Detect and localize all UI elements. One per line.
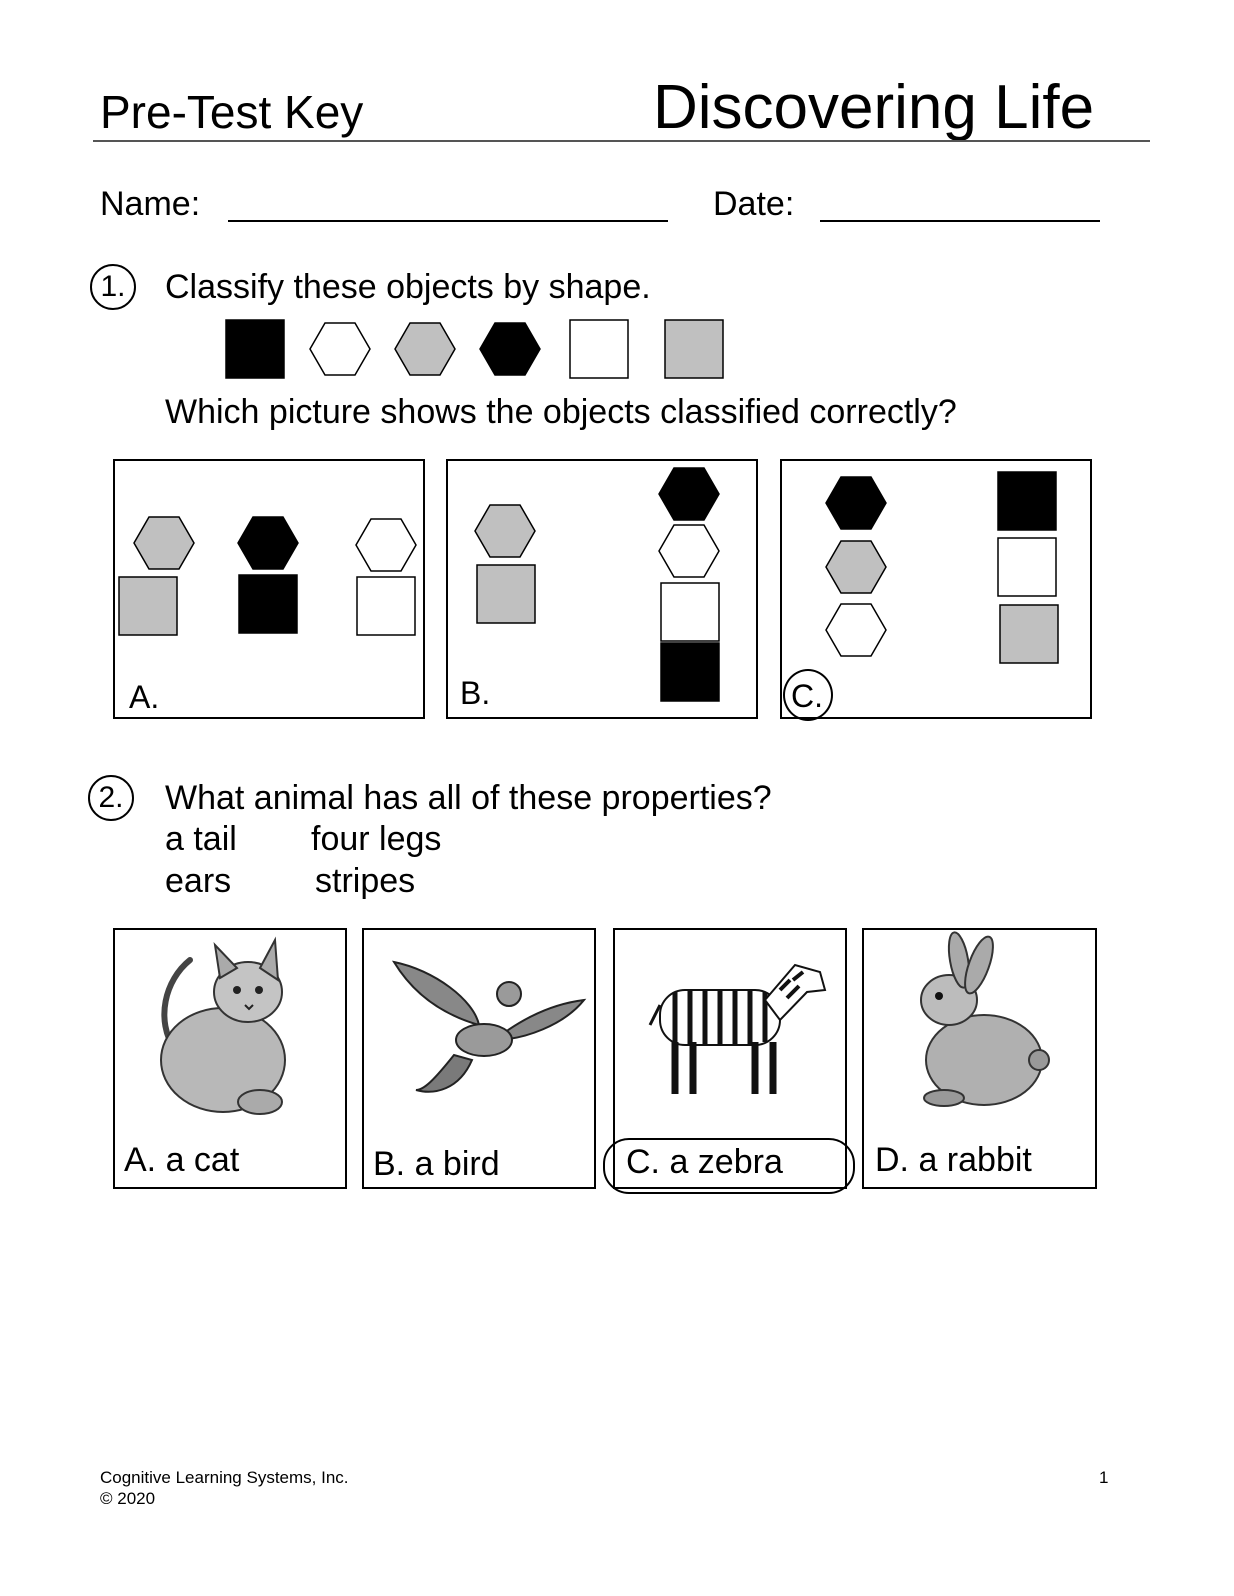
q2-option-c-label: C. a zebra	[626, 1143, 783, 1181]
date-label: Date:	[713, 185, 795, 223]
property-item: stripes	[315, 862, 416, 900]
hexagon-gray	[826, 541, 886, 593]
q1-option-a-shapes	[115, 461, 427, 721]
square-black	[661, 643, 719, 701]
q2-option-d-label: D. a rabbit	[875, 1141, 1032, 1179]
question-1-question: Which picture shows the objects classified correctly?	[165, 393, 957, 431]
hexagon-black	[659, 468, 719, 520]
question-2-number: 2.	[88, 775, 134, 821]
date-field[interactable]	[820, 220, 1100, 222]
q1-option-a[interactable]	[113, 459, 425, 719]
square-gray	[119, 577, 177, 635]
q2-option-a-label: A. a cat	[124, 1141, 240, 1179]
name-field[interactable]	[228, 220, 668, 222]
property-item: ears	[165, 862, 232, 900]
square-black	[239, 575, 297, 633]
square-gray	[477, 565, 535, 623]
hexagon-gray	[134, 517, 194, 569]
q1-option-b-label: B.	[460, 675, 491, 711]
hexagon-gray	[475, 505, 535, 557]
object-square	[570, 320, 628, 378]
object-hexagon	[310, 323, 370, 375]
name-label: Name:	[100, 185, 201, 223]
rabbit-icon	[864, 930, 1099, 1130]
q1-option-c-label: C.	[791, 678, 823, 714]
footer-company: Cognitive Learning Systems, Inc.	[100, 1468, 349, 1487]
q2-option-a[interactable]	[113, 928, 347, 1189]
question-1-number: 1.	[90, 264, 136, 310]
hexagon-black	[238, 517, 298, 569]
property-item: a tail	[165, 820, 237, 858]
header-divider	[93, 140, 1150, 142]
square-white	[357, 577, 415, 635]
page-title: Discovering Life	[653, 73, 1095, 142]
q1-option-b[interactable]	[446, 459, 758, 719]
question-1-prompt: Classify these objects by shape.	[165, 268, 651, 306]
q1-option-c[interactable]	[780, 459, 1092, 719]
hexagon-white	[659, 525, 719, 577]
square-black	[998, 472, 1056, 530]
page-number: 1	[1099, 1468, 1109, 1487]
q2-option-b-label: B. a bird	[373, 1145, 500, 1183]
q2-option-d[interactable]	[862, 928, 1097, 1189]
q2-option-b[interactable]	[362, 928, 596, 1189]
square-white	[998, 538, 1056, 596]
object-hexagon	[480, 323, 540, 375]
object-square	[665, 320, 723, 378]
property-item: four legs	[311, 820, 442, 858]
page-subtitle: Pre-Test Key	[100, 86, 364, 138]
bird-icon	[364, 930, 598, 1130]
footer-copyright: © 2020	[100, 1489, 156, 1508]
hexagon-white	[826, 604, 886, 656]
cat-icon	[115, 930, 349, 1130]
question-2-prompt: What animal has all of these properties?	[165, 779, 772, 817]
square-white	[661, 583, 719, 641]
hexagon-black	[826, 477, 886, 529]
zebra-icon	[615, 930, 849, 1130]
q1-option-a-label: A.	[129, 679, 160, 715]
objects-row	[220, 315, 730, 385]
q2-option-c[interactable]	[613, 928, 847, 1189]
object-square	[226, 320, 284, 378]
q1-option-b-shapes	[448, 461, 760, 721]
object-hexagon	[395, 323, 455, 375]
hexagon-white	[356, 519, 416, 571]
square-gray	[1000, 605, 1058, 663]
